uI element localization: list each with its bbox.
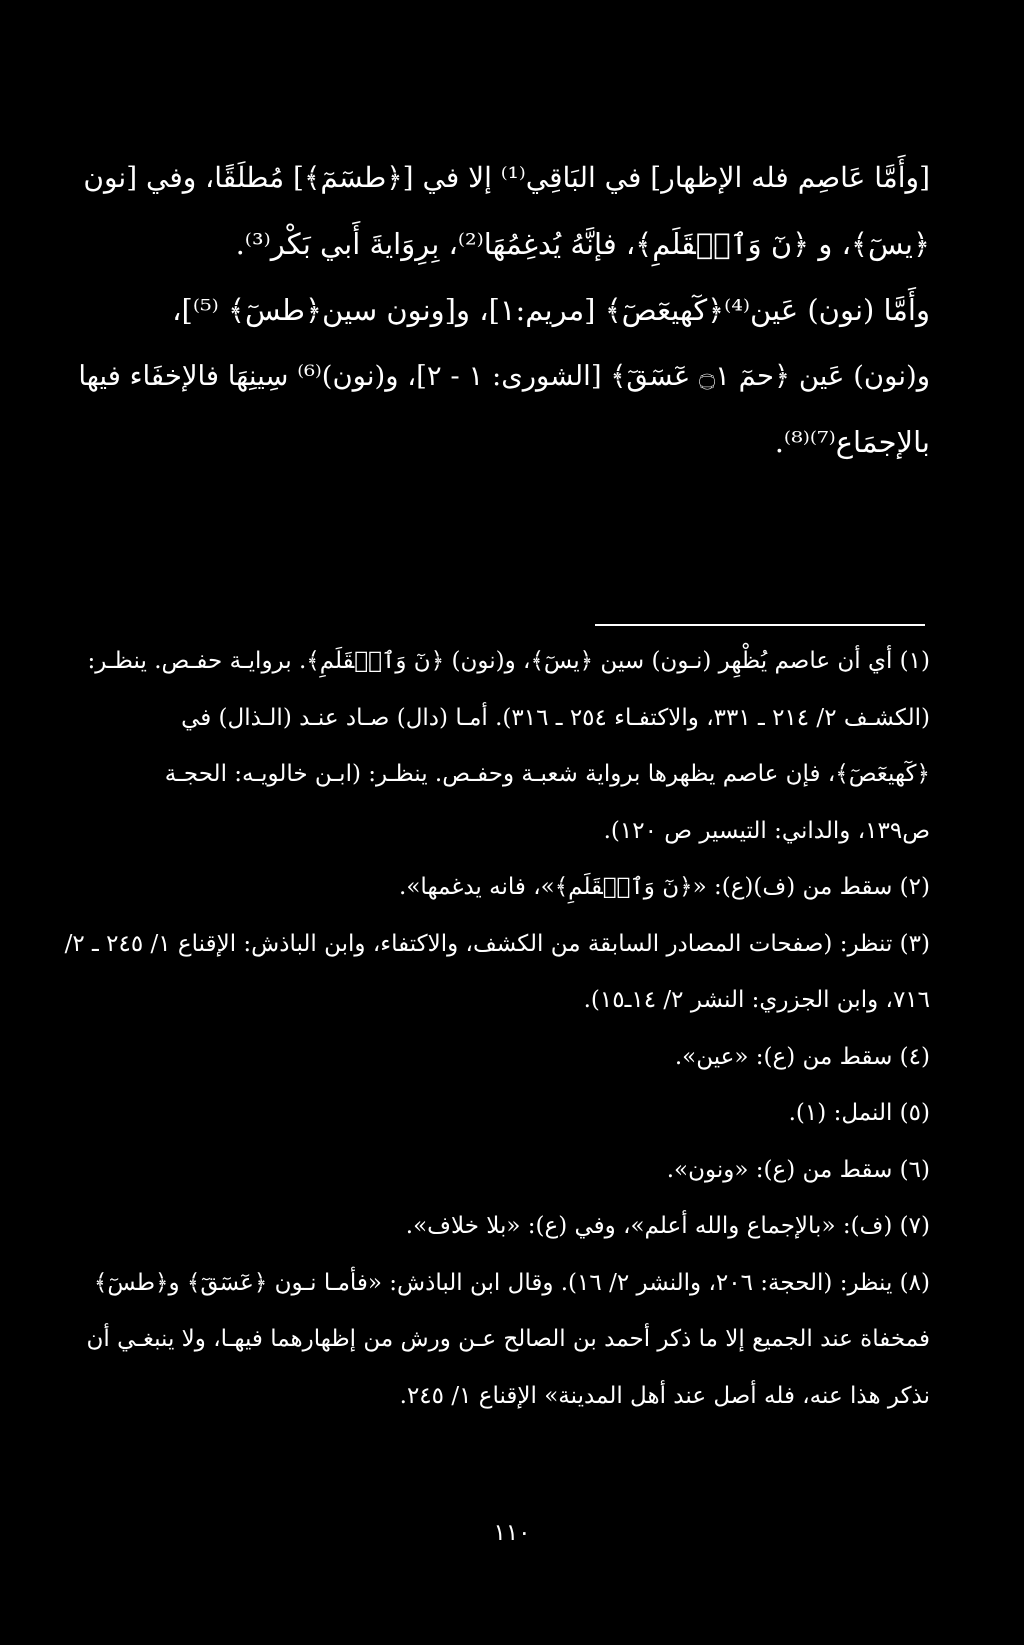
main-text-line: [وأَمَّا عَاصِم فله الإظهار] في البَاقِي⁽¹⁾ إلا في [﴿طسٓمٓ﴾] مُطلَقًا، وفي [نون bbox=[83, 161, 930, 194]
main-text-line: وأَمَّا (نون) عَين⁽⁴⁾﴿كٓهيعٓصٓ﴾ [مريم:١]، و[ونون سين﴿طسٓ﴾ ⁽⁵⁾]، bbox=[172, 293, 930, 327]
footnotes bbox=[60, 646, 930, 1437]
footnote-line: (٣) تنظر: (صفحات المصادر السابقة من الكشف، والاكتفاء، وابن الباذش: الإقناع ١/ ٢٤٥ ـ ٢/ bbox=[64, 930, 930, 957]
footnote-line: (٧) (ف): «بالإجماع والله أعلم»، وفي (ع): «بلا خلاف». bbox=[405, 1213, 930, 1239]
page-number: ١١٠ bbox=[493, 1520, 531, 1546]
main-text bbox=[70, 158, 930, 488]
footnote-line: ﴿كٓهيعٓصٓ﴾، فإن عاصم يظهرها برواية شعبـة وحفـص. ينظـر: (ابـن خالويـه: الحجـة bbox=[164, 761, 930, 787]
footnote-separator bbox=[595, 624, 925, 626]
footnote-line: (٦) سقط من (ع): «ونون». bbox=[666, 1156, 930, 1183]
footnote-line: (٤) سقط من (ع): «عين». bbox=[674, 1043, 930, 1070]
main-text-line: ﴿يسٓ﴾، و ﴿نٓ وَٱلۡقَلَمِ﴾، فإنَّهُ يُدغِمُهَا⁽²⁾، بِرِوَايةَ أَبي بَكْر⁽³⁾. bbox=[235, 227, 930, 261]
footnote-line: (٨) ينظر: (الحجة: ٢٠٦، والنشر ٢/ ١٦). وقال ابن الباذش: «فأمـا نـون ﴿عٓسٓقٓ﴾ و﴿طسٓ﴾ bbox=[93, 1269, 930, 1296]
main-text-line: بالإجمَاع⁽⁷⁾⁽⁸⁾. bbox=[774, 425, 930, 459]
footnote-line: فمخفاة عند الجميع إلا ما ذكر أحمد بن الصالح عـن ورش من إظهارهما فيهـا، ولا ينبغـي أن bbox=[86, 1326, 930, 1352]
footnote-line: (الكشـف ٢/ ٢١٤ ـ ٣٣١، والاكتفـاء ٢٥٤ ـ ٣١٦). أمـا (دال) صـاد عنـد (الـذال) في bbox=[181, 704, 930, 731]
footnote-line: نذكر هذا عنه، فله أصل عند أهل المدينة» الإقناع ١/ ٢٤٥. bbox=[399, 1382, 930, 1409]
footnote-line: ٧١٦، وابن الجزري: النشر ٢/ ١٤ـ١٥). bbox=[583, 987, 930, 1013]
footnote-line: (٥) النمل: (١). bbox=[788, 1100, 930, 1126]
main-text-line: و(نون) عَين ﴿حمٓ ۝١ عٓسٓقٓ﴾ [الشورى: ١ - ٢]، و(نون)⁽⁶⁾ سِينِهَا فالإخفَاء فيها bbox=[78, 360, 930, 392]
footnote-line: (٢) سقط من (ف)(ع): «﴿نٓ وَٱلۡقَلَمِ﴾»، فانه يدغمها». bbox=[399, 874, 930, 900]
footnote-line: (١) أي أن عاصم يُظْهِر (نـون) سين ﴿يسٓ﴾، و(نون) ﴿نٓ وَٱلۡقَلَمِ﴾. بروايـة حفـص. ينظـر: bbox=[87, 648, 930, 674]
footnote-line: ص١٣٩، والداني: التيسير ص ١٢٠). bbox=[603, 817, 930, 844]
